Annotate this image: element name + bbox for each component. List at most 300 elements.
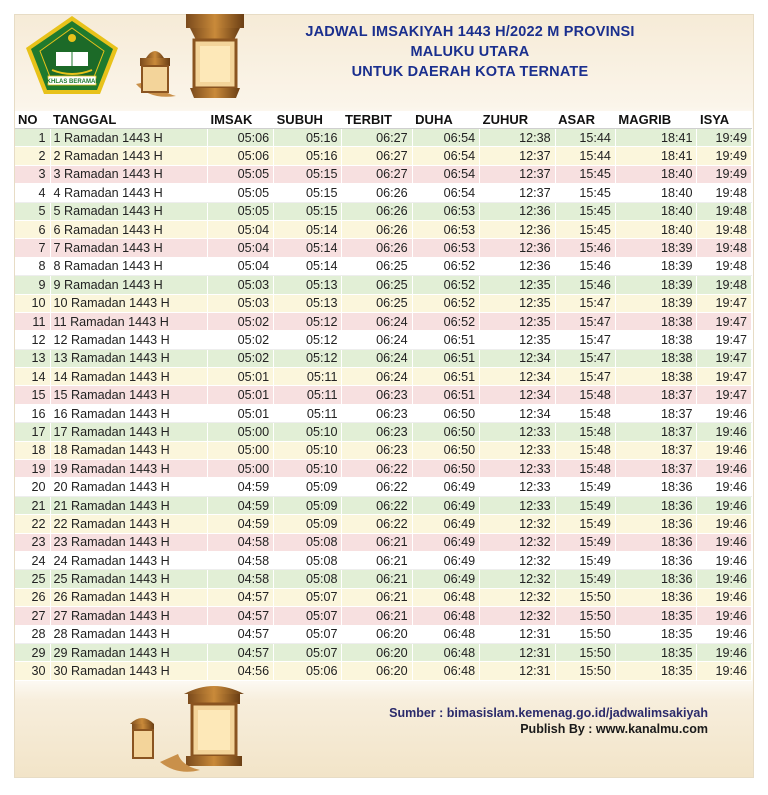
- cell-duha: 06:52: [412, 312, 480, 330]
- cell-magrib: 18:39: [615, 294, 697, 312]
- cell-terbit: 06:22: [342, 460, 412, 478]
- cell-terbit: 06:26: [342, 202, 412, 220]
- title-line-2: MALUKU UTARA: [410, 44, 530, 60]
- cell-subuh: 05:08: [274, 551, 342, 569]
- cell-subuh: 05:09: [274, 515, 342, 533]
- table-row: [15, 165, 752, 183]
- cell-subuh: 05:07: [274, 643, 342, 661]
- cell-terbit: 06:23: [342, 441, 412, 459]
- cell-duha: 06:52: [412, 257, 480, 275]
- cell-imsak: 04:58: [208, 533, 274, 551]
- cell-imsak: 04:59: [208, 496, 274, 514]
- cell-zuhur: 12:32: [480, 533, 556, 551]
- cell-no: 11: [15, 312, 50, 330]
- cell-magrib: 18:35: [615, 607, 697, 625]
- cell-tanggal: 6 Ramadan 1443 H: [50, 220, 208, 238]
- cell-magrib: 18:35: [615, 643, 697, 661]
- table-row: [15, 533, 752, 551]
- cell-zuhur: 12:34: [480, 349, 556, 367]
- cell-asar: 15:48: [555, 460, 615, 478]
- cell-asar: 15:45: [555, 220, 615, 238]
- cell-asar: 15:49: [555, 496, 615, 514]
- cell-asar: 15:47: [555, 312, 615, 330]
- cell-no: 3: [15, 165, 50, 183]
- cell-magrib: 18:35: [615, 625, 697, 643]
- cell-subuh: 05:12: [274, 349, 342, 367]
- cell-terbit: 06:20: [342, 643, 412, 661]
- lantern-decoration-bottom-icon: [120, 684, 290, 776]
- cell-no: 25: [15, 570, 50, 588]
- cell-subuh: 05:07: [274, 625, 342, 643]
- cell-duha: 06:48: [412, 588, 480, 606]
- cell-zuhur: 12:36: [480, 202, 556, 220]
- cell-duha: 06:51: [412, 331, 480, 349]
- cell-imsak: 05:00: [208, 423, 274, 441]
- cell-duha: 06:54: [412, 129, 480, 147]
- cell-tanggal: 26 Ramadan 1443 H: [50, 588, 208, 606]
- cell-duha: 06:49: [412, 478, 480, 496]
- cell-terbit: 06:26: [342, 184, 412, 202]
- cell-tanggal: 2 Ramadan 1443 H: [50, 147, 208, 165]
- table-row: [15, 129, 752, 147]
- cell-tanggal: 28 Ramadan 1443 H: [50, 625, 208, 643]
- cell-isya: 19:46: [697, 625, 752, 643]
- cell-duha: 06:53: [412, 220, 480, 238]
- source-credits: [389, 705, 708, 737]
- cell-tanggal: 5 Ramadan 1443 H: [50, 202, 208, 220]
- cell-terbit: 06:27: [342, 165, 412, 183]
- cell-asar: 15:46: [555, 239, 615, 257]
- cell-no: 18: [15, 441, 50, 459]
- table-row: [15, 478, 752, 496]
- cell-terbit: 06:24: [342, 349, 412, 367]
- cell-imsak: 05:01: [208, 404, 274, 422]
- cell-no: 27: [15, 607, 50, 625]
- cell-magrib: 18:38: [615, 368, 697, 386]
- cell-no: 1: [15, 129, 50, 147]
- cell-zuhur: 12:32: [480, 588, 556, 606]
- cell-tanggal: 15 Ramadan 1443 H: [50, 386, 208, 404]
- cell-tanggal: 25 Ramadan 1443 H: [50, 570, 208, 588]
- cell-asar: 15:47: [555, 349, 615, 367]
- cell-terbit: 06:20: [342, 662, 412, 680]
- cell-imsak: 04:57: [208, 588, 274, 606]
- cell-isya: 19:48: [697, 276, 752, 294]
- cell-asar: 15:49: [555, 570, 615, 588]
- cell-isya: 19:48: [697, 220, 752, 238]
- cell-asar: 15:47: [555, 331, 615, 349]
- table-row: [15, 331, 752, 349]
- cell-tanggal: 8 Ramadan 1443 H: [50, 257, 208, 275]
- cell-tanggal: 29 Ramadan 1443 H: [50, 643, 208, 661]
- cell-duha: 06:49: [412, 570, 480, 588]
- table-row: [15, 496, 752, 514]
- cell-zuhur: 12:37: [480, 165, 556, 183]
- cell-isya: 19:46: [697, 551, 752, 569]
- cell-subuh: 05:09: [274, 496, 342, 514]
- cell-imsak: 05:04: [208, 257, 274, 275]
- cell-imsak: 05:05: [208, 165, 274, 183]
- cell-terbit: 06:23: [342, 423, 412, 441]
- cell-asar: 15:48: [555, 441, 615, 459]
- table-row: [15, 312, 752, 330]
- title-line-3: UNTUK DAERAH KOTA TERNATE: [351, 64, 589, 80]
- column-header-subuh: SUBUH: [274, 111, 342, 129]
- cell-no: 8: [15, 257, 50, 275]
- table-row: [15, 294, 752, 312]
- cell-imsak: 04:57: [208, 643, 274, 661]
- cell-imsak: 05:03: [208, 276, 274, 294]
- cell-duha: 06:50: [412, 460, 480, 478]
- cell-duha: 06:48: [412, 643, 480, 661]
- cell-duha: 06:48: [412, 662, 480, 680]
- cell-imsak: 05:04: [208, 239, 274, 257]
- cell-tanggal: 7 Ramadan 1443 H: [50, 239, 208, 257]
- cell-zuhur: 12:36: [480, 257, 556, 275]
- cell-subuh: 05:14: [274, 239, 342, 257]
- cell-subuh: 05:16: [274, 147, 342, 165]
- page-title: [270, 22, 670, 82]
- cell-tanggal: 3 Ramadan 1443 H: [50, 165, 208, 183]
- cell-tanggal: 18 Ramadan 1443 H: [50, 441, 208, 459]
- cell-asar: 15:50: [555, 625, 615, 643]
- cell-no: 24: [15, 551, 50, 569]
- cell-imsak: 04:56: [208, 662, 274, 680]
- table-row: [15, 147, 752, 165]
- cell-no: 10: [15, 294, 50, 312]
- column-header-terbit: TERBIT: [342, 111, 412, 129]
- cell-terbit: 06:24: [342, 331, 412, 349]
- cell-asar: 15:49: [555, 533, 615, 551]
- cell-magrib: 18:37: [615, 441, 697, 459]
- cell-terbit: 06:24: [342, 312, 412, 330]
- cell-terbit: 06:21: [342, 607, 412, 625]
- cell-subuh: 05:11: [274, 368, 342, 386]
- cell-zuhur: 12:35: [480, 276, 556, 294]
- table-row: [15, 257, 752, 275]
- cell-no: 13: [15, 349, 50, 367]
- cell-zuhur: 12:33: [480, 423, 556, 441]
- cell-subuh: 05:06: [274, 662, 342, 680]
- cell-imsak: 05:04: [208, 220, 274, 238]
- cell-isya: 19:46: [697, 515, 752, 533]
- cell-no: 16: [15, 404, 50, 422]
- cell-magrib: 18:41: [615, 129, 697, 147]
- cell-subuh: 05:08: [274, 570, 342, 588]
- cell-tanggal: 9 Ramadan 1443 H: [50, 276, 208, 294]
- table-row: [15, 588, 752, 606]
- cell-tanggal: 17 Ramadan 1443 H: [50, 423, 208, 441]
- table-row: [15, 625, 752, 643]
- cell-isya: 19:49: [697, 165, 752, 183]
- cell-asar: 15:49: [555, 515, 615, 533]
- cell-subuh: 05:15: [274, 184, 342, 202]
- schedule-table: [15, 111, 752, 681]
- cell-terbit: 06:25: [342, 276, 412, 294]
- cell-subuh: 05:09: [274, 478, 342, 496]
- cell-zuhur: 12:34: [480, 404, 556, 422]
- cell-asar: 15:50: [555, 588, 615, 606]
- kemenag-emblem-icon: [22, 14, 122, 96]
- cell-terbit: 06:22: [342, 515, 412, 533]
- cell-duha: 06:49: [412, 496, 480, 514]
- cell-asar: 15:49: [555, 551, 615, 569]
- cell-isya: 19:48: [697, 257, 752, 275]
- table-row: [15, 607, 752, 625]
- cell-zuhur: 12:32: [480, 515, 556, 533]
- cell-zuhur: 12:34: [480, 368, 556, 386]
- cell-imsak: 05:05: [208, 202, 274, 220]
- cell-zuhur: 12:32: [480, 607, 556, 625]
- cell-terbit: 06:25: [342, 294, 412, 312]
- cell-magrib: 18:38: [615, 331, 697, 349]
- cell-no: 17: [15, 423, 50, 441]
- cell-isya: 19:47: [697, 294, 752, 312]
- cell-no: 5: [15, 202, 50, 220]
- cell-zuhur: 12:35: [480, 331, 556, 349]
- cell-terbit: 06:26: [342, 239, 412, 257]
- table-row: [15, 349, 752, 367]
- cell-no: 4: [15, 184, 50, 202]
- cell-imsak: 05:02: [208, 312, 274, 330]
- cell-no: 19: [15, 460, 50, 478]
- cell-terbit: 06:26: [342, 220, 412, 238]
- table-body: [15, 129, 752, 681]
- cell-no: 21: [15, 496, 50, 514]
- cell-tanggal: 13 Ramadan 1443 H: [50, 349, 208, 367]
- cell-zuhur: 12:32: [480, 551, 556, 569]
- cell-isya: 19:49: [697, 147, 752, 165]
- cell-magrib: 18:40: [615, 184, 697, 202]
- cell-magrib: 18:40: [615, 220, 697, 238]
- cell-subuh: 05:10: [274, 460, 342, 478]
- cell-tanggal: 14 Ramadan 1443 H: [50, 368, 208, 386]
- cell-duha: 06:52: [412, 276, 480, 294]
- cell-zuhur: 12:33: [480, 441, 556, 459]
- cell-tanggal: 30 Ramadan 1443 H: [50, 662, 208, 680]
- cell-subuh: 05:14: [274, 257, 342, 275]
- cell-imsak: 04:57: [208, 607, 274, 625]
- table-row: [15, 368, 752, 386]
- cell-terbit: 06:23: [342, 404, 412, 422]
- cell-duha: 06:50: [412, 404, 480, 422]
- cell-duha: 06:48: [412, 607, 480, 625]
- cell-imsak: 04:57: [208, 625, 274, 643]
- cell-asar: 15:50: [555, 662, 615, 680]
- cell-terbit: 06:21: [342, 588, 412, 606]
- cell-isya: 19:48: [697, 239, 752, 257]
- table-row: [15, 460, 752, 478]
- cell-isya: 19:46: [697, 643, 752, 661]
- cell-isya: 19:46: [697, 404, 752, 422]
- cell-asar: 15:50: [555, 643, 615, 661]
- cell-no: 29: [15, 643, 50, 661]
- cell-magrib: 18:39: [615, 276, 697, 294]
- cell-zuhur: 12:31: [480, 662, 556, 680]
- cell-asar: 15:48: [555, 386, 615, 404]
- cell-imsak: 04:58: [208, 551, 274, 569]
- cell-zuhur: 12:33: [480, 460, 556, 478]
- cell-zuhur: 12:33: [480, 496, 556, 514]
- cell-magrib: 18:37: [615, 423, 697, 441]
- cell-zuhur: 12:34: [480, 386, 556, 404]
- cell-zuhur: 12:32: [480, 570, 556, 588]
- cell-no: 22: [15, 515, 50, 533]
- table-row: [15, 551, 752, 569]
- table-row: [15, 570, 752, 588]
- cell-magrib: 18:36: [615, 551, 697, 569]
- cell-tanggal: 10 Ramadan 1443 H: [50, 294, 208, 312]
- cell-tanggal: 22 Ramadan 1443 H: [50, 515, 208, 533]
- cell-asar: 15:45: [555, 165, 615, 183]
- cell-no: 15: [15, 386, 50, 404]
- cell-tanggal: 11 Ramadan 1443 H: [50, 312, 208, 330]
- table-row: [15, 386, 752, 404]
- cell-terbit: 06:21: [342, 533, 412, 551]
- cell-magrib: 18:40: [615, 165, 697, 183]
- cell-duha: 06:51: [412, 349, 480, 367]
- cell-subuh: 05:16: [274, 129, 342, 147]
- table-header-row: [15, 111, 752, 129]
- cell-isya: 19:46: [697, 423, 752, 441]
- cell-magrib: 18:36: [615, 588, 697, 606]
- cell-isya: 19:46: [697, 533, 752, 551]
- column-header-asar: ASAR: [555, 111, 615, 129]
- cell-magrib: 18:36: [615, 533, 697, 551]
- cell-magrib: 18:39: [615, 239, 697, 257]
- cell-isya: 19:46: [697, 588, 752, 606]
- emblem-caption: IKHLAS BERAMAL: [45, 79, 99, 85]
- cell-imsak: 04:59: [208, 478, 274, 496]
- column-header-tanggal: TANGGAL: [50, 111, 208, 129]
- cell-imsak: 05:06: [208, 129, 274, 147]
- column-header-zuhur: ZUHUR: [480, 111, 556, 129]
- cell-isya: 19:47: [697, 349, 752, 367]
- cell-imsak: 05:02: [208, 331, 274, 349]
- cell-tanggal: 12 Ramadan 1443 H: [50, 331, 208, 349]
- cell-magrib: 18:35: [615, 662, 697, 680]
- cell-tanggal: 21 Ramadan 1443 H: [50, 496, 208, 514]
- cell-duha: 06:52: [412, 294, 480, 312]
- cell-zuhur: 12:36: [480, 239, 556, 257]
- cell-subuh: 05:15: [274, 165, 342, 183]
- cell-asar: 15:47: [555, 368, 615, 386]
- cell-zuhur: 12:35: [480, 312, 556, 330]
- cell-tanggal: 27 Ramadan 1443 H: [50, 607, 208, 625]
- cell-terbit: 06:23: [342, 386, 412, 404]
- cell-terbit: 06:24: [342, 368, 412, 386]
- cell-duha: 06:51: [412, 368, 480, 386]
- cell-duha: 06:50: [412, 423, 480, 441]
- column-header-duha: DUHA: [412, 111, 480, 129]
- cell-asar: 15:44: [555, 147, 615, 165]
- cell-duha: 06:53: [412, 202, 480, 220]
- table-row: [15, 202, 752, 220]
- table-row: [15, 239, 752, 257]
- publisher-text: Publish By : www.kanalmu.com: [520, 722, 708, 736]
- cell-tanggal: 20 Ramadan 1443 H: [50, 478, 208, 496]
- cell-subuh: 05:07: [274, 588, 342, 606]
- cell-asar: 15:46: [555, 276, 615, 294]
- table-row: [15, 662, 752, 680]
- cell-terbit: 06:20: [342, 625, 412, 643]
- column-header-no: NO: [15, 111, 50, 129]
- cell-terbit: 06:21: [342, 570, 412, 588]
- cell-magrib: 18:36: [615, 570, 697, 588]
- cell-no: 9: [15, 276, 50, 294]
- cell-isya: 19:46: [697, 460, 752, 478]
- cell-duha: 06:53: [412, 239, 480, 257]
- table-row: [15, 515, 752, 533]
- cell-no: 12: [15, 331, 50, 349]
- cell-imsak: 05:05: [208, 184, 274, 202]
- cell-magrib: 18:41: [615, 147, 697, 165]
- cell-no: 30: [15, 662, 50, 680]
- cell-isya: 19:47: [697, 331, 752, 349]
- cell-zuhur: 12:33: [480, 478, 556, 496]
- cell-isya: 19:46: [697, 441, 752, 459]
- cell-magrib: 18:39: [615, 257, 697, 275]
- cell-isya: 19:46: [697, 662, 752, 680]
- cell-magrib: 18:37: [615, 404, 697, 422]
- source-text: Sumber : bimasislam.kemenag.go.id/jadwalimsakiyah: [389, 706, 708, 720]
- cell-isya: 19:48: [697, 202, 752, 220]
- cell-imsak: 04:59: [208, 515, 274, 533]
- cell-isya: 19:47: [697, 312, 752, 330]
- cell-asar: 15:48: [555, 423, 615, 441]
- cell-no: 6: [15, 220, 50, 238]
- cell-isya: 19:46: [697, 570, 752, 588]
- cell-asar: 15:50: [555, 607, 615, 625]
- cell-duha: 06:48: [412, 625, 480, 643]
- cell-isya: 19:46: [697, 607, 752, 625]
- cell-isya: 19:47: [697, 368, 752, 386]
- cell-subuh: 05:13: [274, 276, 342, 294]
- cell-no: 7: [15, 239, 50, 257]
- cell-tanggal: 4 Ramadan 1443 H: [50, 184, 208, 202]
- title-line-1: JADWAL IMSAKIYAH 1443 H/2022 M PROVINSI: [305, 24, 635, 40]
- table-row: [15, 441, 752, 459]
- cell-no: 28: [15, 625, 50, 643]
- cell-duha: 06:54: [412, 165, 480, 183]
- cell-no: 20: [15, 478, 50, 496]
- cell-duha: 06:54: [412, 184, 480, 202]
- cell-magrib: 18:36: [615, 515, 697, 533]
- cell-tanggal: 24 Ramadan 1443 H: [50, 551, 208, 569]
- cell-subuh: 05:12: [274, 312, 342, 330]
- cell-no: 2: [15, 147, 50, 165]
- cell-asar: 15:48: [555, 404, 615, 422]
- cell-zuhur: 12:36: [480, 220, 556, 238]
- cell-zuhur: 12:37: [480, 184, 556, 202]
- cell-subuh: 05:10: [274, 441, 342, 459]
- cell-asar: 15:49: [555, 478, 615, 496]
- cell-isya: 19:46: [697, 478, 752, 496]
- cell-isya: 19:48: [697, 184, 752, 202]
- cell-asar: 15:45: [555, 202, 615, 220]
- cell-magrib: 18:40: [615, 202, 697, 220]
- cell-no: 14: [15, 368, 50, 386]
- cell-zuhur: 12:31: [480, 643, 556, 661]
- cell-subuh: 05:11: [274, 404, 342, 422]
- cell-subuh: 05:11: [274, 386, 342, 404]
- cell-tanggal: 23 Ramadan 1443 H: [50, 533, 208, 551]
- cell-tanggal: 19 Ramadan 1443 H: [50, 460, 208, 478]
- cell-duha: 06:49: [412, 515, 480, 533]
- cell-imsak: 05:00: [208, 460, 274, 478]
- lantern-decoration-top-icon: [130, 14, 280, 110]
- cell-no: 26: [15, 588, 50, 606]
